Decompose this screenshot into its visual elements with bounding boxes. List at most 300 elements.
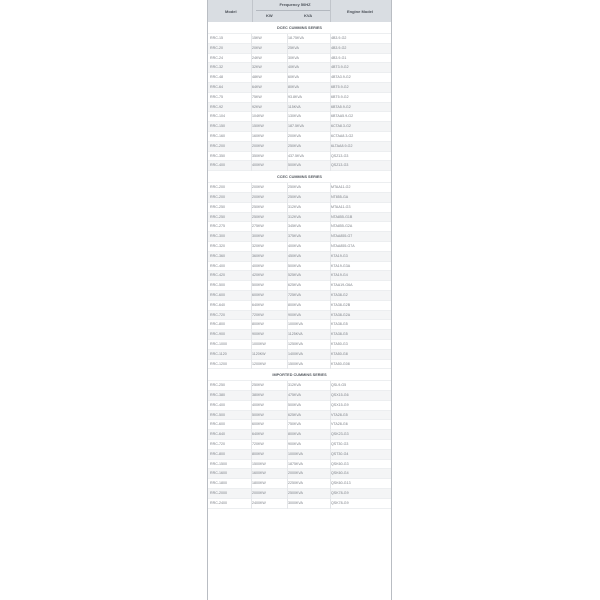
cell-kva: 187.5KVA: [288, 124, 304, 129]
column-divider: [251, 281, 252, 291]
cell-engine: 6BTAA5.9-G2: [331, 114, 354, 119]
column-divider: [330, 142, 331, 152]
cell-kva: 250KVA: [288, 194, 301, 199]
column-divider: [287, 350, 288, 360]
column-divider: [287, 460, 288, 470]
cell-engine: QST30-G3: [331, 442, 349, 447]
cell-engine: 6LTAA8.9-G2: [331, 143, 353, 148]
table-row: [208, 103, 391, 113]
cell-model: RRC-320: [210, 243, 225, 248]
cell-engine: KTA38-G5: [331, 322, 348, 327]
column-divider: [251, 330, 252, 340]
cell-kva: 130KVA: [288, 114, 301, 119]
cell-kw: 400KW: [252, 263, 264, 268]
column-divider: [251, 83, 252, 93]
header-engine: Engine Model: [347, 9, 373, 14]
column-divider: [330, 54, 331, 64]
column-divider: [287, 44, 288, 54]
column-divider: [330, 311, 331, 321]
table-row: [208, 63, 391, 73]
cell-kva: 750KVA: [288, 422, 301, 427]
cell-model: RRC-1600: [210, 471, 227, 476]
column-divider: [330, 381, 331, 391]
column-divider: [287, 54, 288, 64]
column-divider: [287, 203, 288, 213]
cell-engine: QSK78-G9: [331, 491, 349, 496]
cell-kva: 40KVA: [288, 65, 299, 70]
cell-kva: 500KVA: [288, 263, 301, 268]
cell-kw: 15KW: [252, 36, 262, 40]
cell-engine: KTA19-G3A: [331, 263, 351, 268]
cell-model: RRC-15: [210, 36, 223, 40]
cell-engine: 6BTA5.9-G2: [331, 104, 351, 109]
cell-kva: 1000KVA: [288, 451, 303, 456]
cell-kw: 1800KW: [252, 481, 266, 486]
column-divider: [251, 112, 252, 122]
cell-model: RRC-200: [210, 143, 225, 148]
cell-engine: QSK60-G13: [331, 481, 351, 486]
table-row: [208, 330, 391, 340]
table-row: [208, 350, 391, 360]
cell-engine: KTA38-G2: [331, 292, 348, 297]
cell-engine: NTAA855-G7A: [331, 243, 355, 248]
table-row: [208, 242, 391, 252]
column-divider: [251, 271, 252, 281]
column-divider: [287, 183, 288, 193]
cell-kw: 720KW: [252, 312, 264, 317]
cell-kw: 2000KW: [252, 491, 266, 496]
cell-model: RRC-640: [210, 302, 225, 307]
column-divider: [287, 142, 288, 152]
cell-engine: 4BT3.9-G2: [331, 65, 349, 70]
cell-model: RRC-900: [210, 332, 225, 337]
cell-model: RRC-250: [210, 214, 225, 219]
cell-kva: 312KVA: [288, 204, 301, 209]
cell-kw: 400KW: [252, 402, 264, 407]
cell-kw: 380KW: [252, 393, 264, 398]
cell-engine: 4B3.9-G2: [331, 36, 347, 40]
cell-model: RRC-600: [210, 292, 225, 297]
table-row: [208, 122, 391, 132]
column-divider: [287, 381, 288, 391]
table-row: [208, 222, 391, 232]
cell-kva: 2000KVA: [288, 471, 303, 476]
column-divider: [330, 193, 331, 203]
column-divider: [251, 93, 252, 103]
cell-model: RRC-400: [210, 163, 225, 168]
column-divider: [330, 73, 331, 83]
column-divider: [287, 330, 288, 340]
cell-kva: 93.8KVA: [288, 94, 302, 99]
cell-kva: 725KVA: [288, 292, 301, 297]
column-divider: [330, 479, 331, 489]
column-divider: [287, 161, 288, 171]
column-divider: [287, 83, 288, 93]
series-title: IMPORTED CUMMINS SERIES: [272, 373, 327, 378]
column-divider: [251, 34, 252, 44]
column-divider: [287, 122, 288, 132]
cell-kva: 800KVA: [288, 302, 301, 307]
cell-kw: 48KW: [252, 75, 262, 80]
cell-kw: 250KW: [252, 214, 264, 219]
column-divider: [287, 430, 288, 440]
column-divider: [330, 350, 331, 360]
cell-model: RRC-600: [210, 422, 225, 427]
column-divider: [287, 420, 288, 430]
cell-kw: 2400KW: [252, 500, 266, 505]
column-divider: [287, 489, 288, 499]
table-row: [208, 291, 391, 301]
cell-kw: 500KW: [252, 283, 264, 288]
table-row: [208, 440, 391, 450]
column-divider: [287, 73, 288, 83]
cell-model: RRC-380: [210, 393, 225, 398]
column-divider: [251, 360, 252, 370]
column-divider: [287, 103, 288, 113]
column-divider: [287, 301, 288, 311]
table-row: [208, 54, 391, 64]
series-heading: [208, 369, 391, 381]
column-divider: [251, 401, 252, 411]
table-row: [208, 360, 391, 370]
column-divider: [251, 73, 252, 83]
column-divider: [330, 213, 331, 223]
table-row: [208, 469, 391, 479]
table-row: [208, 34, 391, 44]
cell-kva: 437.5KVA: [288, 153, 304, 158]
cell-kw: 1500KW: [252, 461, 266, 466]
column-divider: [330, 183, 331, 193]
column-divider: [287, 291, 288, 301]
column-divider: [251, 203, 252, 213]
cell-kva: 1500KVA: [288, 361, 303, 366]
table-row: [208, 83, 391, 93]
column-divider: [330, 360, 331, 370]
table-row: [208, 489, 391, 499]
column-divider: [287, 271, 288, 281]
cell-model: RRC-250: [210, 383, 225, 388]
cell-engine: KTA38-G2B: [331, 302, 351, 307]
table-row: [208, 311, 391, 321]
column-divider: [330, 222, 331, 232]
cell-kva: 25KVA: [288, 45, 299, 50]
column-divider: [330, 83, 331, 93]
cell-kva: 200KVA: [288, 133, 301, 138]
column-divider: [330, 262, 331, 272]
cell-kva: 60KVA: [288, 75, 299, 80]
table-row: [208, 193, 391, 203]
cell-kva: 115KVA: [288, 104, 301, 109]
table-row: [208, 213, 391, 223]
column-divider: [251, 193, 252, 203]
column-divider: [287, 440, 288, 450]
header-model: Model: [225, 9, 237, 14]
cell-model: RRC-275: [210, 224, 225, 229]
cell-model: RRC-104: [210, 114, 225, 119]
cell-kva: 1125KVA: [288, 332, 303, 337]
cell-model: RRC-640: [210, 432, 225, 437]
column-divider: [330, 281, 331, 291]
cell-engine: MTAA11-G3: [331, 204, 351, 209]
column-divider: [251, 63, 252, 73]
cell-kw: 92KW: [252, 104, 262, 109]
cell-kw: 720KW: [252, 442, 264, 447]
cell-kva: 500KVA: [288, 163, 301, 168]
cell-model: RRC-1500: [210, 461, 227, 466]
table-header: [208, 0, 391, 22]
column-divider: [330, 401, 331, 411]
cell-model: RRC-64: [210, 84, 223, 89]
column-divider: [251, 430, 252, 440]
cell-engine: 4BTA3.9-G2: [331, 75, 351, 80]
cell-engine: NT855-GA: [331, 194, 349, 199]
column-divider: [287, 232, 288, 242]
column-divider: [287, 222, 288, 232]
header-frequency: Frequency 50HZ: [279, 2, 311, 7]
cell-engine: VTA28-G5: [331, 412, 348, 417]
table-row: [208, 232, 391, 242]
column-divider: [287, 281, 288, 291]
cell-model: RRC-500: [210, 283, 225, 288]
cell-model: RRC-1000: [210, 341, 227, 346]
cell-engine: QST30-G4: [331, 451, 349, 456]
column-divider: [330, 440, 331, 450]
column-divider: [251, 132, 252, 142]
cell-kva: 800KVA: [288, 432, 301, 437]
header-kva: KVA: [304, 13, 313, 18]
cell-kw: 24KW: [252, 55, 262, 60]
cell-kva: 80KVA: [288, 84, 299, 89]
cell-kw: 1600KW: [252, 471, 266, 476]
cell-engine: KTA50-G08: [331, 361, 350, 366]
table-row: [208, 44, 391, 54]
cell-model: RRC-360: [210, 253, 225, 258]
table-row: [208, 401, 391, 411]
cell-kw: 200KW: [252, 185, 264, 190]
cell-kva: 1250KVA: [288, 341, 303, 346]
cell-engine: NTAA855-G7: [331, 234, 353, 239]
cell-kw: 640KW: [252, 432, 264, 437]
column-divider: [330, 330, 331, 340]
cell-engine: QSK78-G9: [331, 500, 349, 505]
column-divider: [330, 63, 331, 73]
cell-kva: 250KVA: [288, 143, 301, 148]
column-divider: [251, 440, 252, 450]
cell-kva: 250KVA: [288, 185, 301, 190]
cell-kw: 20KW: [252, 45, 262, 50]
column-divider: [251, 44, 252, 54]
cell-kw: 900KW: [252, 332, 264, 337]
cell-model: RRC-92: [210, 104, 223, 109]
cell-model: RRC-500: [210, 412, 225, 417]
cell-engine: VTA28-G6: [331, 422, 348, 427]
table-row: [208, 152, 391, 162]
table-row: [208, 203, 391, 213]
cell-engine: MTAA11-G2: [331, 185, 351, 190]
cell-model: RRC-200: [210, 185, 225, 190]
column-divider: [251, 340, 252, 350]
cell-kw: 800KW: [252, 451, 264, 456]
cell-kw: 800KW: [252, 322, 264, 327]
column-divider: [287, 450, 288, 460]
table-row: [208, 142, 391, 152]
series-heading: [208, 22, 391, 34]
column-divider: [287, 63, 288, 73]
column-divider: [251, 460, 252, 470]
table-row: [208, 112, 391, 122]
column-divider: [330, 152, 331, 162]
column-divider: [287, 242, 288, 252]
column-divider: [251, 242, 252, 252]
cell-kw: 420KW: [252, 273, 264, 278]
cell-kva: 900KVA: [288, 312, 301, 317]
table-row: [208, 73, 391, 83]
cell-model: RRC-720: [210, 312, 225, 317]
cell-model: RRC-48: [210, 75, 223, 80]
cell-kva: 625KVA: [288, 412, 301, 417]
table-row: [208, 320, 391, 330]
table-row: [208, 132, 391, 142]
cell-kva: 30KVA: [288, 55, 299, 60]
cell-kw: 250KW: [252, 204, 264, 209]
cell-model: RRC-150: [210, 124, 225, 129]
cell-model: RRC-720: [210, 442, 225, 447]
column-divider: [330, 242, 331, 252]
cell-model: RRC-1120: [210, 351, 227, 356]
header-col-divider: [252, 0, 253, 22]
cell-kw: 320KW: [252, 243, 264, 248]
cell-kva: 1000KVA: [288, 322, 303, 327]
cell-model: RRC-420: [210, 273, 225, 278]
column-divider: [287, 479, 288, 489]
cell-kw: 500KW: [252, 412, 264, 417]
column-divider: [251, 350, 252, 360]
cell-engine: 4B3.9-G2: [331, 45, 347, 50]
column-divider: [287, 152, 288, 162]
column-divider: [287, 411, 288, 421]
column-divider: [330, 132, 331, 142]
cell-kva: 375KVA: [288, 234, 301, 239]
column-divider: [251, 469, 252, 479]
cell-kva: 450KVA: [288, 253, 301, 258]
cell-kw: 275KW: [252, 224, 264, 229]
cell-model: RRC-400: [210, 263, 225, 268]
cell-model: RRC-250: [210, 204, 225, 209]
spec-table: [207, 0, 392, 600]
cell-kva: 900KVA: [288, 442, 301, 447]
cell-engine: KTA38-G2A: [331, 312, 351, 317]
series-heading: [208, 171, 391, 183]
cell-kw: 400KW: [252, 163, 264, 168]
column-divider: [287, 93, 288, 103]
cell-engine: 6BT5.9-G2: [331, 84, 349, 89]
cell-engine: NTA855-G1B: [331, 214, 353, 219]
column-divider: [251, 311, 252, 321]
cell-model: RRC-400: [210, 402, 225, 407]
series-title: DCEC CUMMINS SERIES: [277, 26, 322, 30]
column-divider: [330, 499, 331, 509]
column-divider: [330, 232, 331, 242]
column-divider: [330, 122, 331, 132]
column-divider: [287, 360, 288, 370]
series-title: CCEC CUMMINS SERIES: [277, 175, 322, 180]
cell-model: RRC-32: [210, 65, 223, 70]
table-row: [208, 450, 391, 460]
cell-engine: QSZ13-G3: [331, 153, 349, 158]
column-divider: [330, 203, 331, 213]
cell-kw: 200KW: [252, 194, 264, 199]
table-row: [208, 411, 391, 421]
cell-kw: 640KW: [252, 302, 264, 307]
cell-kw: 104KW: [252, 114, 264, 119]
column-divider: [251, 252, 252, 262]
column-divider: [330, 450, 331, 460]
cell-kw: 360KW: [252, 253, 264, 258]
header-col-divider: [330, 0, 331, 22]
cell-model: RRC-75: [210, 94, 223, 99]
table-row: [208, 499, 391, 509]
column-divider: [287, 213, 288, 223]
table-row: [208, 430, 391, 440]
table-row: [208, 281, 391, 291]
cell-engine: QSK60-G4: [331, 471, 349, 476]
cell-kw: 64KW: [252, 84, 262, 89]
table-row: [208, 183, 391, 193]
cell-kw: 350KW: [252, 153, 264, 158]
column-divider: [330, 489, 331, 499]
column-divider: [251, 391, 252, 401]
cell-kva: 1875KVA: [288, 461, 303, 466]
column-divider: [251, 479, 252, 489]
column-divider: [287, 401, 288, 411]
header-kw: KW: [266, 13, 273, 18]
column-divider: [287, 320, 288, 330]
cell-kva: 1400KVA: [288, 351, 303, 356]
cell-kw: 200KW: [252, 143, 264, 148]
column-divider: [287, 132, 288, 142]
column-divider: [330, 44, 331, 54]
column-divider: [287, 311, 288, 321]
column-divider: [330, 93, 331, 103]
cell-model: RRC-1200: [210, 361, 227, 366]
column-divider: [251, 142, 252, 152]
cell-kw: 1000KW: [252, 341, 266, 346]
column-divider: [287, 499, 288, 509]
column-divider: [251, 489, 252, 499]
column-divider: [287, 112, 288, 122]
table-row: [208, 271, 391, 281]
column-divider: [330, 391, 331, 401]
cell-model: RRC-800: [210, 451, 225, 456]
column-divider: [251, 420, 252, 430]
column-divider: [251, 320, 252, 330]
table-row: [208, 381, 391, 391]
cell-engine: QSK23-G3: [331, 432, 349, 437]
table-row: [208, 340, 391, 350]
cell-kva: 2500KVA: [288, 491, 303, 496]
column-divider: [330, 252, 331, 262]
column-divider: [251, 122, 252, 132]
table-row: [208, 93, 391, 103]
table-body: [208, 22, 391, 509]
table-row: [208, 301, 391, 311]
cell-kw: 75KW: [252, 94, 262, 99]
cell-engine: NTA855-G2A: [331, 224, 353, 229]
column-divider: [251, 301, 252, 311]
column-divider: [330, 430, 331, 440]
column-divider: [287, 262, 288, 272]
table-row: [208, 391, 391, 401]
